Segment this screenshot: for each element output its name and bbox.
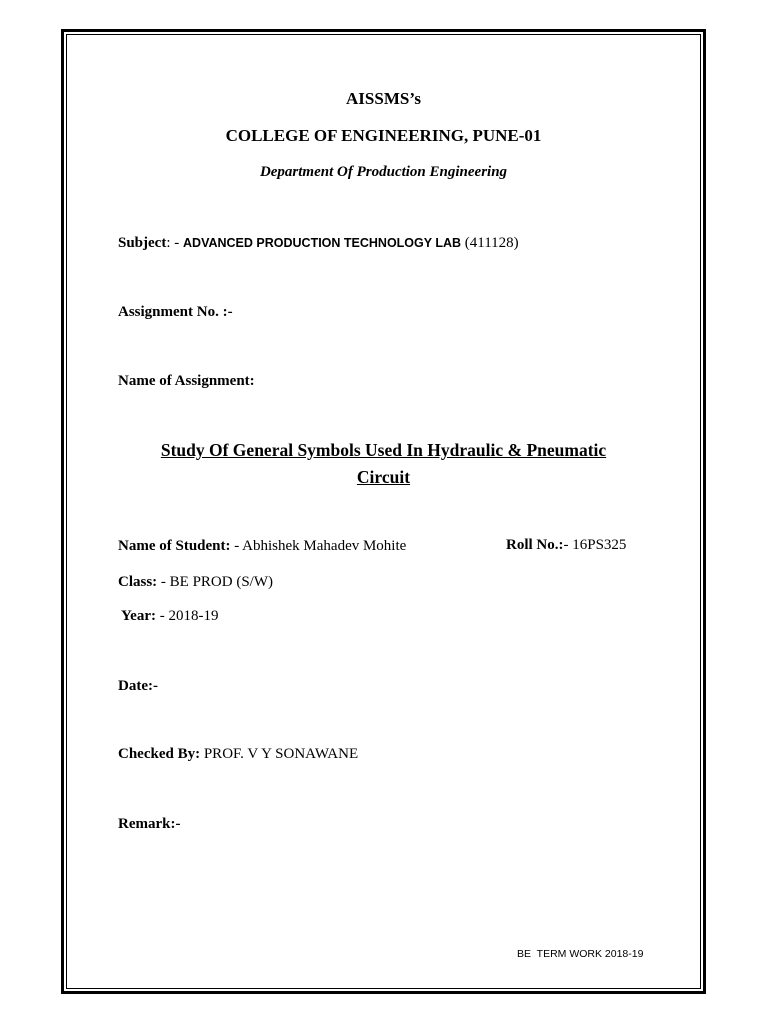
date-label: Date:- bbox=[118, 678, 158, 694]
roll-row bbox=[506, 537, 626, 554]
subject-code: (411128) bbox=[461, 235, 519, 251]
class-row bbox=[118, 574, 273, 591]
checked-by-row bbox=[118, 746, 358, 763]
class-value: - BE PROD (S/W) bbox=[157, 574, 274, 590]
year-row bbox=[121, 608, 218, 625]
assignment-title-line-1: Study Of General Symbols Used In Hydraulic & Pneumatic bbox=[160, 440, 607, 460]
subject-row bbox=[118, 235, 519, 252]
class-label: Class: bbox=[118, 574, 158, 590]
checked-by-value: PROF. V Y SONAWANE bbox=[200, 746, 359, 762]
subject-label: Subject bbox=[118, 235, 167, 251]
subject-name: ADVANCED PRODUCTION TECHNOLOGY LAB bbox=[183, 236, 462, 250]
checked-by-label: Checked By: bbox=[118, 746, 201, 762]
year-label: Year: bbox=[121, 608, 156, 624]
student-label: Name of Student: bbox=[118, 538, 231, 554]
assignment-no-label: Assignment No. :- bbox=[118, 304, 233, 320]
student-row bbox=[118, 538, 406, 555]
subject-separator: : - bbox=[166, 235, 184, 251]
college-name: COLLEGE OF ENGINEERING, PUNE-01 bbox=[225, 126, 542, 145]
student-name: - Abhishek Mahadev Mohite bbox=[230, 538, 407, 554]
remark-row bbox=[118, 816, 180, 833]
footer-term-work: BE TERM WORK 2018-19 bbox=[517, 948, 644, 960]
assignment-no-row bbox=[118, 304, 233, 321]
department-name: Department Of Production Engineering bbox=[259, 164, 508, 180]
assignment-title-line-2: Circuit bbox=[356, 467, 411, 487]
assignment-name-label: Name of Assignment: bbox=[118, 373, 255, 389]
roll-label: Roll No.: bbox=[506, 537, 564, 553]
remark-label: Remark:- bbox=[118, 816, 181, 832]
assignment-title bbox=[66, 437, 701, 491]
year-value: - 2018-19 bbox=[155, 608, 219, 624]
roll-value: - 16PS325 bbox=[563, 537, 627, 553]
assignment-name-row bbox=[118, 373, 255, 390]
date-row bbox=[118, 678, 158, 695]
institution-name: AISSMS’s bbox=[346, 89, 421, 108]
